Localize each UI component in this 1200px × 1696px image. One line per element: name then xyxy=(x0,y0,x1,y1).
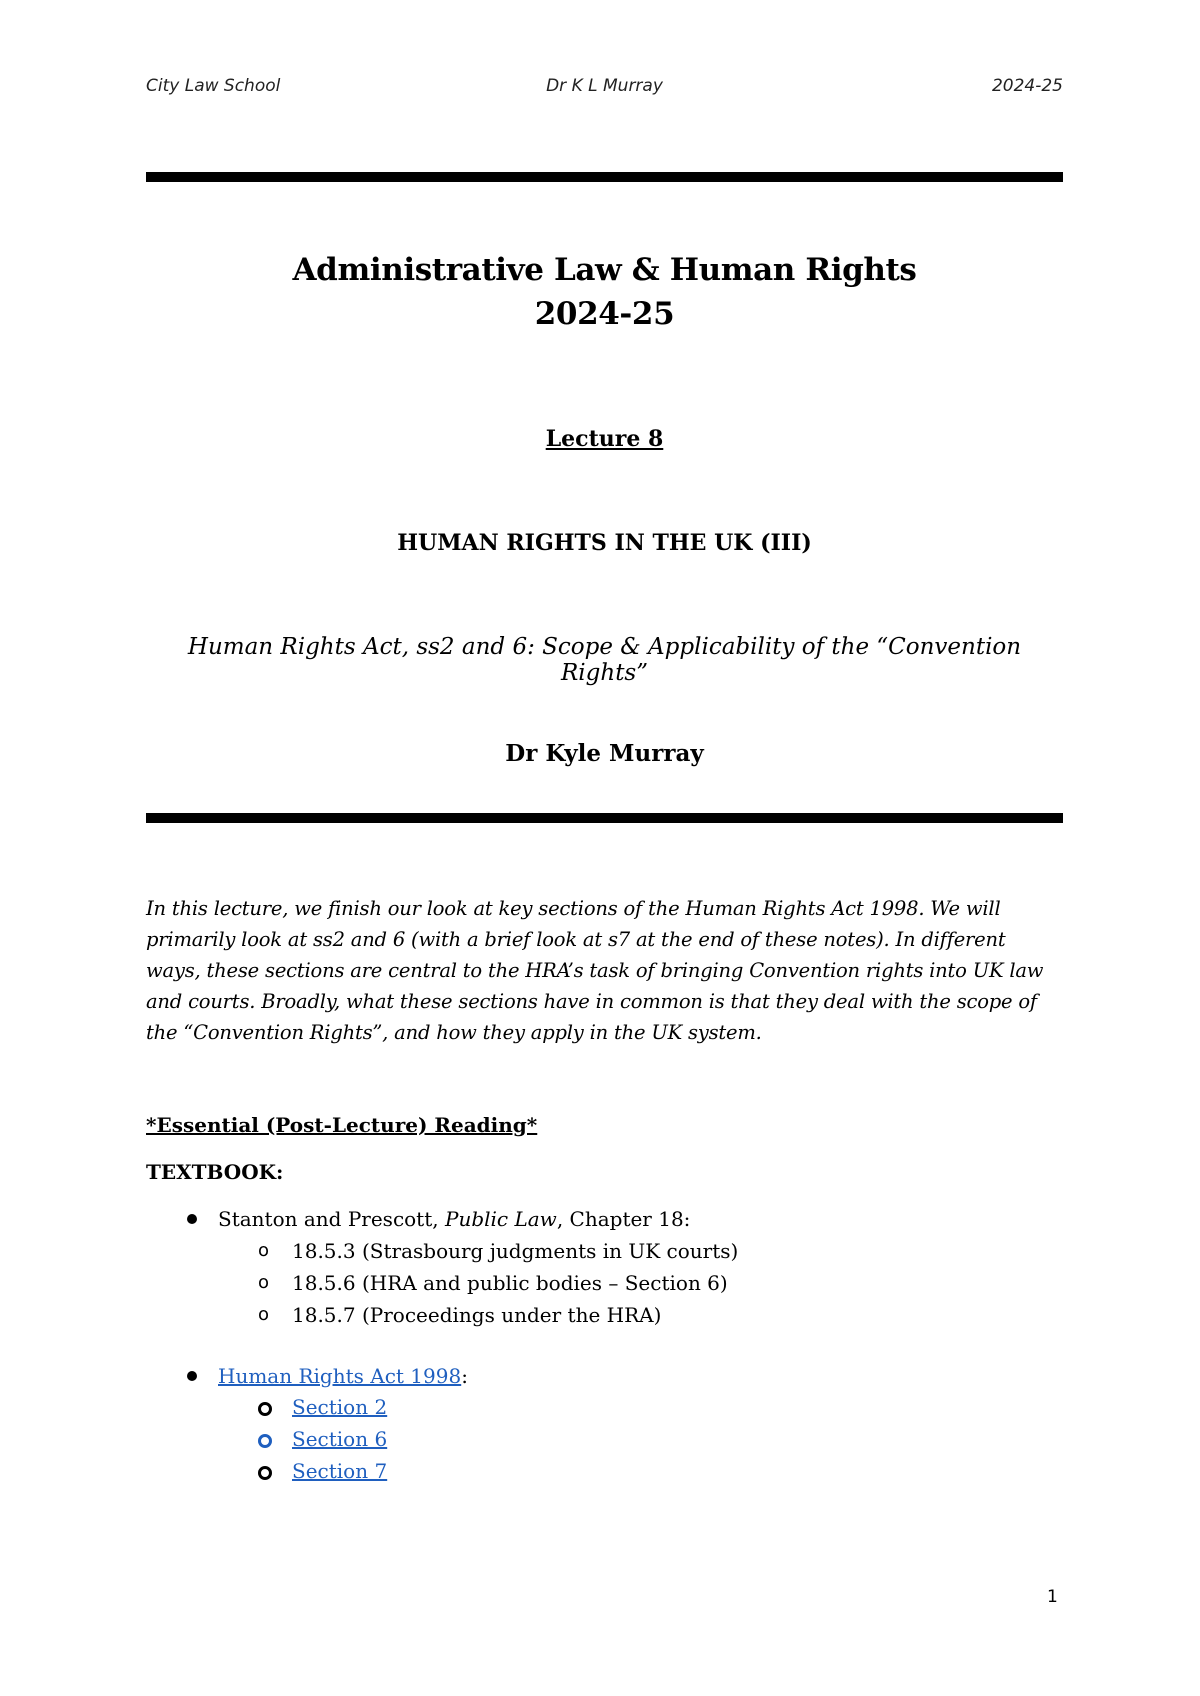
textbook-authors: Stanton and Prescott, xyxy=(218,1207,445,1231)
section-6-link[interactable]: Section 6 xyxy=(292,1427,388,1451)
section-link-item xyxy=(292,1457,387,1485)
title-line-2: 2024-25 xyxy=(534,296,675,332)
circle-bullet-icon: o xyxy=(258,1240,270,1261)
textbook-subitem: 18.5.6 (HRA and public bodies – Section 6) xyxy=(292,1271,728,1295)
page-header xyxy=(146,76,1063,100)
lecture-subtitle: Human Rights Act, ss2 and 6: Scope & Applicability of the “Convention Rights” xyxy=(187,634,1022,686)
section-2-link[interactable]: Section 2 xyxy=(292,1395,388,1419)
textbook-label: TEXTBOOK: xyxy=(146,1160,284,1184)
lecture-topic: HUMAN RIGHTS IN THE UK (III) xyxy=(397,530,812,556)
circle-bullet-icon xyxy=(258,1434,272,1448)
reading-heading: *Essential (Post-Lecture) Reading* xyxy=(146,1113,538,1137)
textbook-item xyxy=(218,1205,690,1233)
title-line-1: Administrative Law & Human Rights xyxy=(292,252,917,288)
top-divider xyxy=(146,172,1063,182)
lecture-number: Lecture 8 xyxy=(545,426,664,452)
textbook-subitem: 18.5.3 (Strasbourg judgments in UK courts) xyxy=(292,1239,739,1263)
textbook-title: Public Law xyxy=(444,1207,557,1231)
intro-paragraph: In this lecture, we finish our look at key sections of the Human Rights Act 1998. We will primarily look at ss2 and 6 (with a brief look at s7 at the end of these notes). In different ways, these sections are central to the HRA’s task of bringing Convention rights into UK law and courts. Broadly, what these sections have in common is that they deal with the scope of the “Convention Rights”, and how they apply in the UK system. xyxy=(146,897,1044,1044)
textbook-subitem: 18.5.7 (Proceedings under the HRA) xyxy=(292,1303,662,1327)
header-institution: City Law School xyxy=(146,76,281,96)
section-link-item xyxy=(292,1425,387,1453)
circle-bullet-icon xyxy=(258,1402,272,1416)
section-link-item xyxy=(292,1393,387,1421)
page-number: 1 xyxy=(1047,1587,1058,1607)
section-7-link[interactable]: Section 7 xyxy=(292,1459,388,1483)
hra-link[interactable]: Human Rights Act 1998 xyxy=(218,1364,462,1388)
bullet-icon xyxy=(187,1371,197,1381)
statute-colon: : xyxy=(461,1364,468,1388)
bottom-divider xyxy=(146,813,1063,823)
circle-bullet-icon: o xyxy=(258,1272,270,1293)
document-title xyxy=(146,248,1063,336)
bullet-icon xyxy=(187,1214,197,1224)
header-author: Dr K L Murray xyxy=(546,76,663,96)
textbook-chapter: , Chapter 18: xyxy=(556,1207,691,1231)
circle-bullet-icon: o xyxy=(258,1304,270,1325)
lecture-author: Dr Kyle Murray xyxy=(505,740,704,767)
statute-item xyxy=(218,1362,468,1390)
circle-bullet-icon xyxy=(258,1466,272,1480)
header-year: 2024-25 xyxy=(991,76,1063,96)
